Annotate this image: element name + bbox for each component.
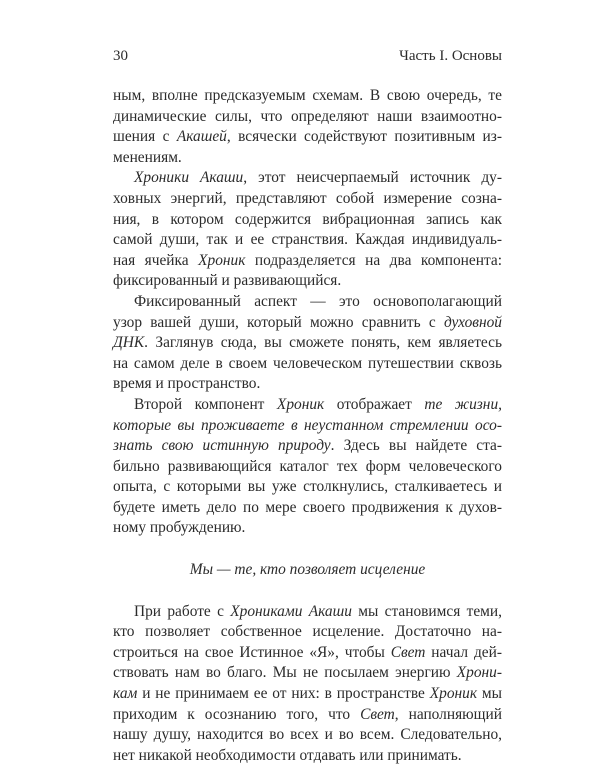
text-line (113, 127, 502, 148)
text-run: Фиксированный аспект — это основополагающий (134, 292, 502, 310)
text-run: приходим к осознанию того, что (113, 705, 361, 723)
text-run: ния, в котором содержится вибрационная запись как (113, 210, 502, 228)
text-run: самой души, так и ее странствия. Каждая индивидуаль- (113, 231, 502, 249)
text-run: менениям. (113, 148, 182, 166)
text-run: ствовать нам во благо. Мы не посылаем энергию (113, 664, 457, 682)
text-line (113, 354, 502, 375)
text-run: ному пробуждению. (113, 519, 246, 537)
body-text (113, 86, 502, 766)
italic-text: ДНК (113, 334, 145, 352)
text-run: ховных энергий, представляют собой измерение созна- (113, 189, 502, 207)
text-run: шения с (113, 128, 177, 146)
text-line (113, 189, 502, 210)
italic-text: духовной (443, 313, 502, 331)
text-line (113, 643, 502, 664)
text-run: нет никакой необходимости отдавать или принимать. (113, 746, 462, 764)
text-line (113, 168, 502, 189)
text-line (113, 518, 502, 539)
text-line (113, 436, 502, 457)
text-line (113, 374, 502, 395)
italic-text: те жизни, (424, 395, 502, 413)
text-run: ным, вполне предсказуемым схемам. В свою очередь, те (113, 87, 502, 104)
text-line (113, 602, 502, 623)
text-block-1 (113, 86, 502, 539)
text-line (113, 395, 502, 416)
text-block-2 (113, 602, 502, 766)
text-line (113, 210, 502, 231)
paragraph (113, 86, 502, 168)
text-run: динамические силы, что определяют наши взаимоотно- (113, 107, 502, 125)
text-line (113, 663, 502, 684)
text-line (113, 498, 502, 519)
italic-text: Хроник (276, 395, 325, 413)
paragraph (113, 395, 502, 539)
text-run: мы (477, 685, 502, 703)
text-line (113, 292, 502, 313)
text-run: , всячески содействуют позитивным из- (226, 128, 503, 146)
text-line (113, 313, 502, 334)
text-run: и не принимаем ее от них: в пространстве (137, 685, 430, 703)
text-line (113, 416, 502, 437)
paragraph (113, 168, 502, 292)
text-run: кто позволяет собственное исцеление. Достаточно на- (113, 623, 502, 641)
italic-text: кам (113, 685, 138, 703)
paragraph (113, 292, 502, 395)
text-line (113, 477, 502, 498)
italic-text: Хрони- (456, 664, 502, 682)
paragraph (113, 602, 502, 766)
text-run: , этот неисчерпаемый источник ду- (243, 169, 502, 187)
text-run: на самом деле в своем человеческом путешествии сквозь (113, 354, 502, 372)
text-line (113, 107, 502, 128)
text-line (113, 86, 502, 107)
text-run: нашу душу, находится во всех и во всем. Следовательно, (113, 726, 502, 744)
text-run: фиксированный и развивающийся. (113, 272, 342, 290)
italic-text: Акашей (176, 128, 227, 146)
text-run: отображает (324, 395, 425, 413)
text-line (113, 271, 502, 292)
text-run: начал дей- (425, 643, 502, 661)
text-run: подразделяется на два компонента: (245, 251, 502, 269)
section-subheading: Мы — те, кто позволяет исцеление (189, 561, 426, 579)
italic-text: знать свою истинную природу (113, 437, 331, 455)
running-title: Часть I. Основы (399, 48, 502, 64)
text-line (113, 622, 502, 643)
text-run: . Здесь вы найдете ста- (330, 437, 502, 455)
text-run: строиться на свое Истинное «Я», чтобы (113, 643, 391, 661)
italic-text: Свет (360, 705, 395, 723)
text-line (113, 251, 502, 272)
text-run: будете иметь дело по мере своего продвижения к духов- (113, 498, 502, 516)
text-run: мы становимся теми, (351, 602, 503, 620)
text-line (113, 746, 502, 766)
text-line (113, 457, 502, 478)
text-run: узор вашей души, который можно сравнить с (113, 313, 444, 331)
italic-text: Свет (390, 643, 426, 661)
italic-text: Хроники Акаши (134, 169, 244, 187)
text-run: время и пространство. (113, 375, 261, 393)
text-run: , наполняющий (394, 705, 502, 723)
italic-text: Хроник (429, 685, 478, 703)
italic-text: Хрониками Акаши (230, 602, 352, 620)
text-run: Второй компонент (134, 395, 277, 413)
text-run: При работе с (134, 602, 231, 620)
text-line (113, 684, 502, 705)
italic-text: Хроник (198, 251, 246, 269)
page-number: 30 (113, 48, 128, 64)
text-run: ная ячейка (113, 251, 199, 269)
text-line (113, 705, 502, 726)
text-line (113, 148, 502, 169)
text-line (113, 333, 502, 354)
text-run: опыта, с которыми вы уже столкнулись, сталкиваетесь и (113, 478, 502, 496)
text-run: бильно развивающийся каталог тех форм человеческого (113, 457, 502, 475)
text-run: . Заглянув сюда, вы сможете понять, кем являетесь (144, 334, 502, 352)
italic-text: которые вы проживаете в неустанном стремлении осо- (113, 416, 502, 434)
text-line (113, 230, 502, 251)
text-line (113, 725, 502, 746)
